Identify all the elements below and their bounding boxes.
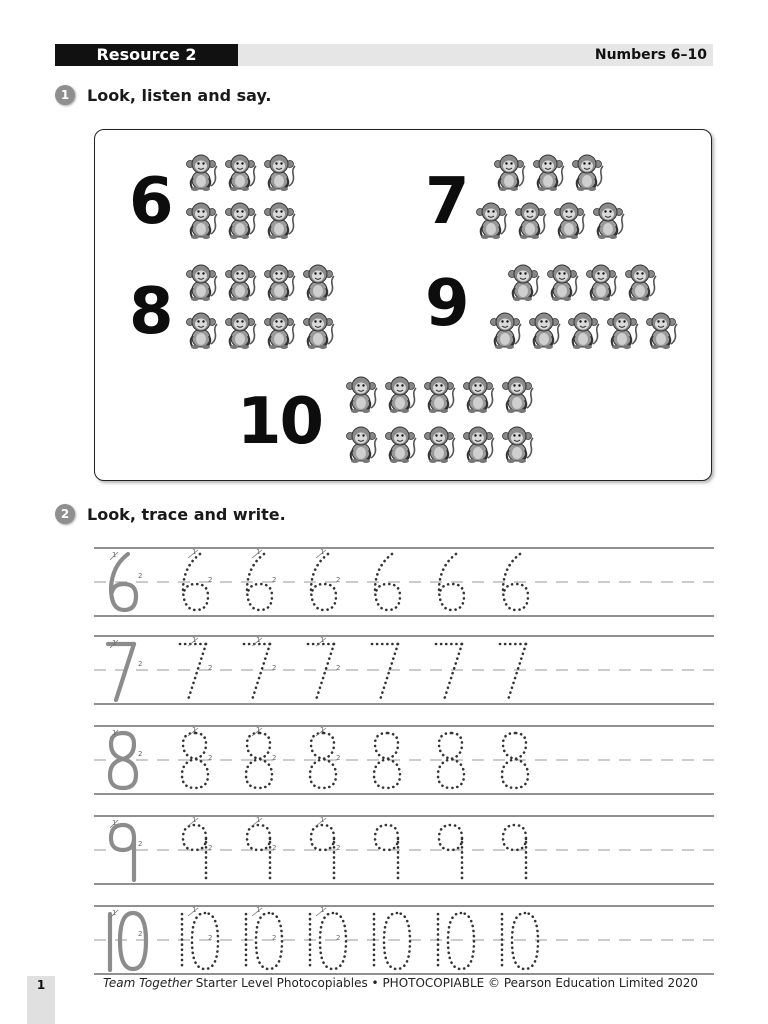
monkey-row-top xyxy=(183,152,297,192)
monkey-icon xyxy=(604,310,640,350)
trace-row-6[interactable] xyxy=(94,548,714,616)
exercise-2-instruction: Look, trace and write. xyxy=(87,504,286,524)
monkey-icon xyxy=(569,152,605,192)
monkey-row-top xyxy=(505,262,658,302)
monkey-icon xyxy=(183,262,219,302)
monkey-icon xyxy=(222,200,258,240)
monkey-icon xyxy=(643,310,679,350)
monkey-row-bottom xyxy=(473,200,626,240)
monkey-icon xyxy=(183,200,219,240)
monkey-icon xyxy=(487,310,523,350)
monkey-icon xyxy=(382,424,418,464)
resource-label: Resource 2 xyxy=(55,44,238,66)
stroke-label: 2 xyxy=(208,576,213,584)
trace-row-guides xyxy=(94,636,714,704)
monkey-icon xyxy=(544,262,580,302)
monkey-row-bottom xyxy=(487,310,679,350)
traced-digit[interactable] xyxy=(310,726,340,788)
monkey-icon xyxy=(222,152,258,192)
model-digit xyxy=(110,551,142,610)
stroke-label: 1 xyxy=(256,636,261,644)
monkey-row-top xyxy=(491,152,605,192)
monkey-icon xyxy=(382,374,418,414)
stroke-label: 2 xyxy=(272,844,277,852)
stroke-label: 1 xyxy=(256,548,261,556)
stroke-label: 2 xyxy=(336,576,341,584)
monkey-icon xyxy=(421,374,457,414)
numeral: 8 xyxy=(129,275,172,349)
monkey-row-top xyxy=(183,262,336,302)
monkey-icon xyxy=(526,310,562,350)
trace-row-8[interactable] xyxy=(94,726,714,794)
monkey-icon xyxy=(261,200,297,240)
monkey-icon xyxy=(343,374,379,414)
traced-digit[interactable] xyxy=(500,644,526,700)
stroke-label: 2 xyxy=(138,572,143,580)
traced-digit[interactable] xyxy=(247,548,276,610)
series-rest: Starter Level Photocopiables xyxy=(191,976,368,990)
stroke-label: 1 xyxy=(320,906,325,914)
model-digit xyxy=(110,729,142,788)
copyright: PHOTOCOPIABLE © Pearson Education Limited 2020 xyxy=(382,976,699,990)
trace-row-guides xyxy=(94,816,714,884)
traced-digit[interactable] xyxy=(183,816,212,880)
exercise-2-heading xyxy=(55,502,286,526)
stroke-label: 1 xyxy=(256,906,261,914)
traced-digit[interactable] xyxy=(439,825,462,880)
numeral: 9 xyxy=(425,267,468,341)
monkey-icon xyxy=(512,200,548,240)
monkey-icon xyxy=(222,310,258,350)
traced-digit[interactable] xyxy=(372,644,398,700)
stroke-label: 1 xyxy=(112,551,117,559)
monkey-icon xyxy=(565,310,601,350)
traced-digit[interactable] xyxy=(436,644,462,700)
monkey-icon xyxy=(460,374,496,414)
stroke-label: 1 xyxy=(112,909,117,917)
monkey-icon xyxy=(551,200,587,240)
stroke-label: 2 xyxy=(272,934,277,942)
monkey-row-bottom xyxy=(183,310,336,350)
stroke-label: 2 xyxy=(336,664,341,672)
stroke-label: 2 xyxy=(336,754,341,762)
monkey-row-bottom xyxy=(183,200,297,240)
monkey-icon xyxy=(261,262,297,302)
traced-digit[interactable] xyxy=(247,816,276,880)
monkey-icon xyxy=(343,424,379,464)
trace-row-guides xyxy=(94,726,714,794)
monkey-icon xyxy=(622,262,658,302)
stroke-label: 2 xyxy=(272,754,277,762)
stroke-label: 2 xyxy=(138,660,143,668)
traced-digit[interactable] xyxy=(311,548,340,610)
stroke-label: 2 xyxy=(208,664,213,672)
stroke-label: 1 xyxy=(320,816,325,824)
monkey-icon xyxy=(491,152,527,192)
monkey-icon xyxy=(460,424,496,464)
traced-digit[interactable] xyxy=(182,906,218,970)
exercise-1-number: 1 xyxy=(55,85,75,105)
numeral: 6 xyxy=(129,165,172,239)
monkey-row-top xyxy=(343,374,535,414)
footer-separator: • xyxy=(367,976,383,990)
page-number: 1 xyxy=(27,976,55,1024)
stroke-label: 1 xyxy=(192,906,197,914)
trace-row-9[interactable] xyxy=(94,816,714,884)
monkey-icon xyxy=(473,200,509,240)
traced-digit[interactable] xyxy=(311,816,340,880)
monkey-icon xyxy=(530,152,566,192)
exercise-2-number: 2 xyxy=(55,504,75,524)
monkey-row-bottom xyxy=(343,424,535,464)
footer-credit xyxy=(103,976,698,990)
stroke-label: 2 xyxy=(208,844,213,852)
stroke-label: 1 xyxy=(320,548,325,556)
monkey-icon xyxy=(583,262,619,302)
stroke-label: 1 xyxy=(192,816,197,824)
counting-panel xyxy=(94,129,712,481)
numeral: 10 xyxy=(237,385,323,459)
monkey-icon xyxy=(261,310,297,350)
traced-digit[interactable] xyxy=(375,825,398,880)
trace-row-7[interactable] xyxy=(94,636,714,704)
stroke-label: 2 xyxy=(138,840,143,848)
stroke-label: 1 xyxy=(112,729,117,737)
header-bar xyxy=(55,44,713,66)
traced-digit[interactable] xyxy=(438,913,474,970)
traced-digit[interactable] xyxy=(180,636,212,700)
stroke-label: 1 xyxy=(256,816,261,824)
monkey-icon xyxy=(590,200,626,240)
monkey-icon xyxy=(505,262,541,302)
traced-digit[interactable] xyxy=(183,548,212,610)
traced-digit[interactable] xyxy=(308,636,340,700)
trace-row-guides xyxy=(94,906,714,974)
series-title: Team Together xyxy=(103,976,192,990)
traced-digit[interactable] xyxy=(310,906,346,970)
stroke-label: 1 xyxy=(192,636,197,644)
traced-digit[interactable] xyxy=(182,726,212,788)
stroke-label: 1 xyxy=(256,726,261,734)
traced-digit[interactable] xyxy=(502,913,538,970)
stroke-label: 1 xyxy=(320,636,325,644)
monkey-icon xyxy=(261,152,297,192)
monkey-icon xyxy=(300,262,336,302)
traced-digit[interactable] xyxy=(244,636,276,700)
monkey-icon xyxy=(183,310,219,350)
traced-digit[interactable] xyxy=(503,825,526,880)
stroke-label: 2 xyxy=(336,934,341,942)
stroke-label: 1 xyxy=(192,548,197,556)
exercise-1-instruction: Look, listen and say. xyxy=(87,85,272,105)
stroke-label: 2 xyxy=(138,930,143,938)
stroke-label: 2 xyxy=(208,754,213,762)
monkey-icon xyxy=(183,152,219,192)
stroke-label: 1 xyxy=(192,726,197,734)
stroke-label: 1 xyxy=(320,726,325,734)
traced-digit[interactable] xyxy=(246,726,276,788)
trace-row-guides xyxy=(94,548,714,616)
monkey-icon xyxy=(499,374,535,414)
monkey-icon xyxy=(300,310,336,350)
exercise-1-heading xyxy=(55,83,272,107)
numeral: 7 xyxy=(425,165,468,239)
stroke-label: 2 xyxy=(272,576,277,584)
stroke-label: 2 xyxy=(138,750,143,758)
stroke-label: 1 xyxy=(112,819,117,827)
monkey-icon xyxy=(499,424,535,464)
stroke-label: 2 xyxy=(208,934,213,942)
monkey-icon xyxy=(421,424,457,464)
stroke-label: 2 xyxy=(272,664,277,672)
topic-title: Numbers 6–10 xyxy=(594,47,707,63)
traced-digit[interactable] xyxy=(246,906,282,970)
stroke-label: 1 xyxy=(112,639,117,647)
trace-row-10[interactable] xyxy=(94,906,714,974)
stroke-label: 2 xyxy=(336,844,341,852)
monkey-icon xyxy=(222,262,258,302)
traced-digit[interactable] xyxy=(374,913,410,970)
